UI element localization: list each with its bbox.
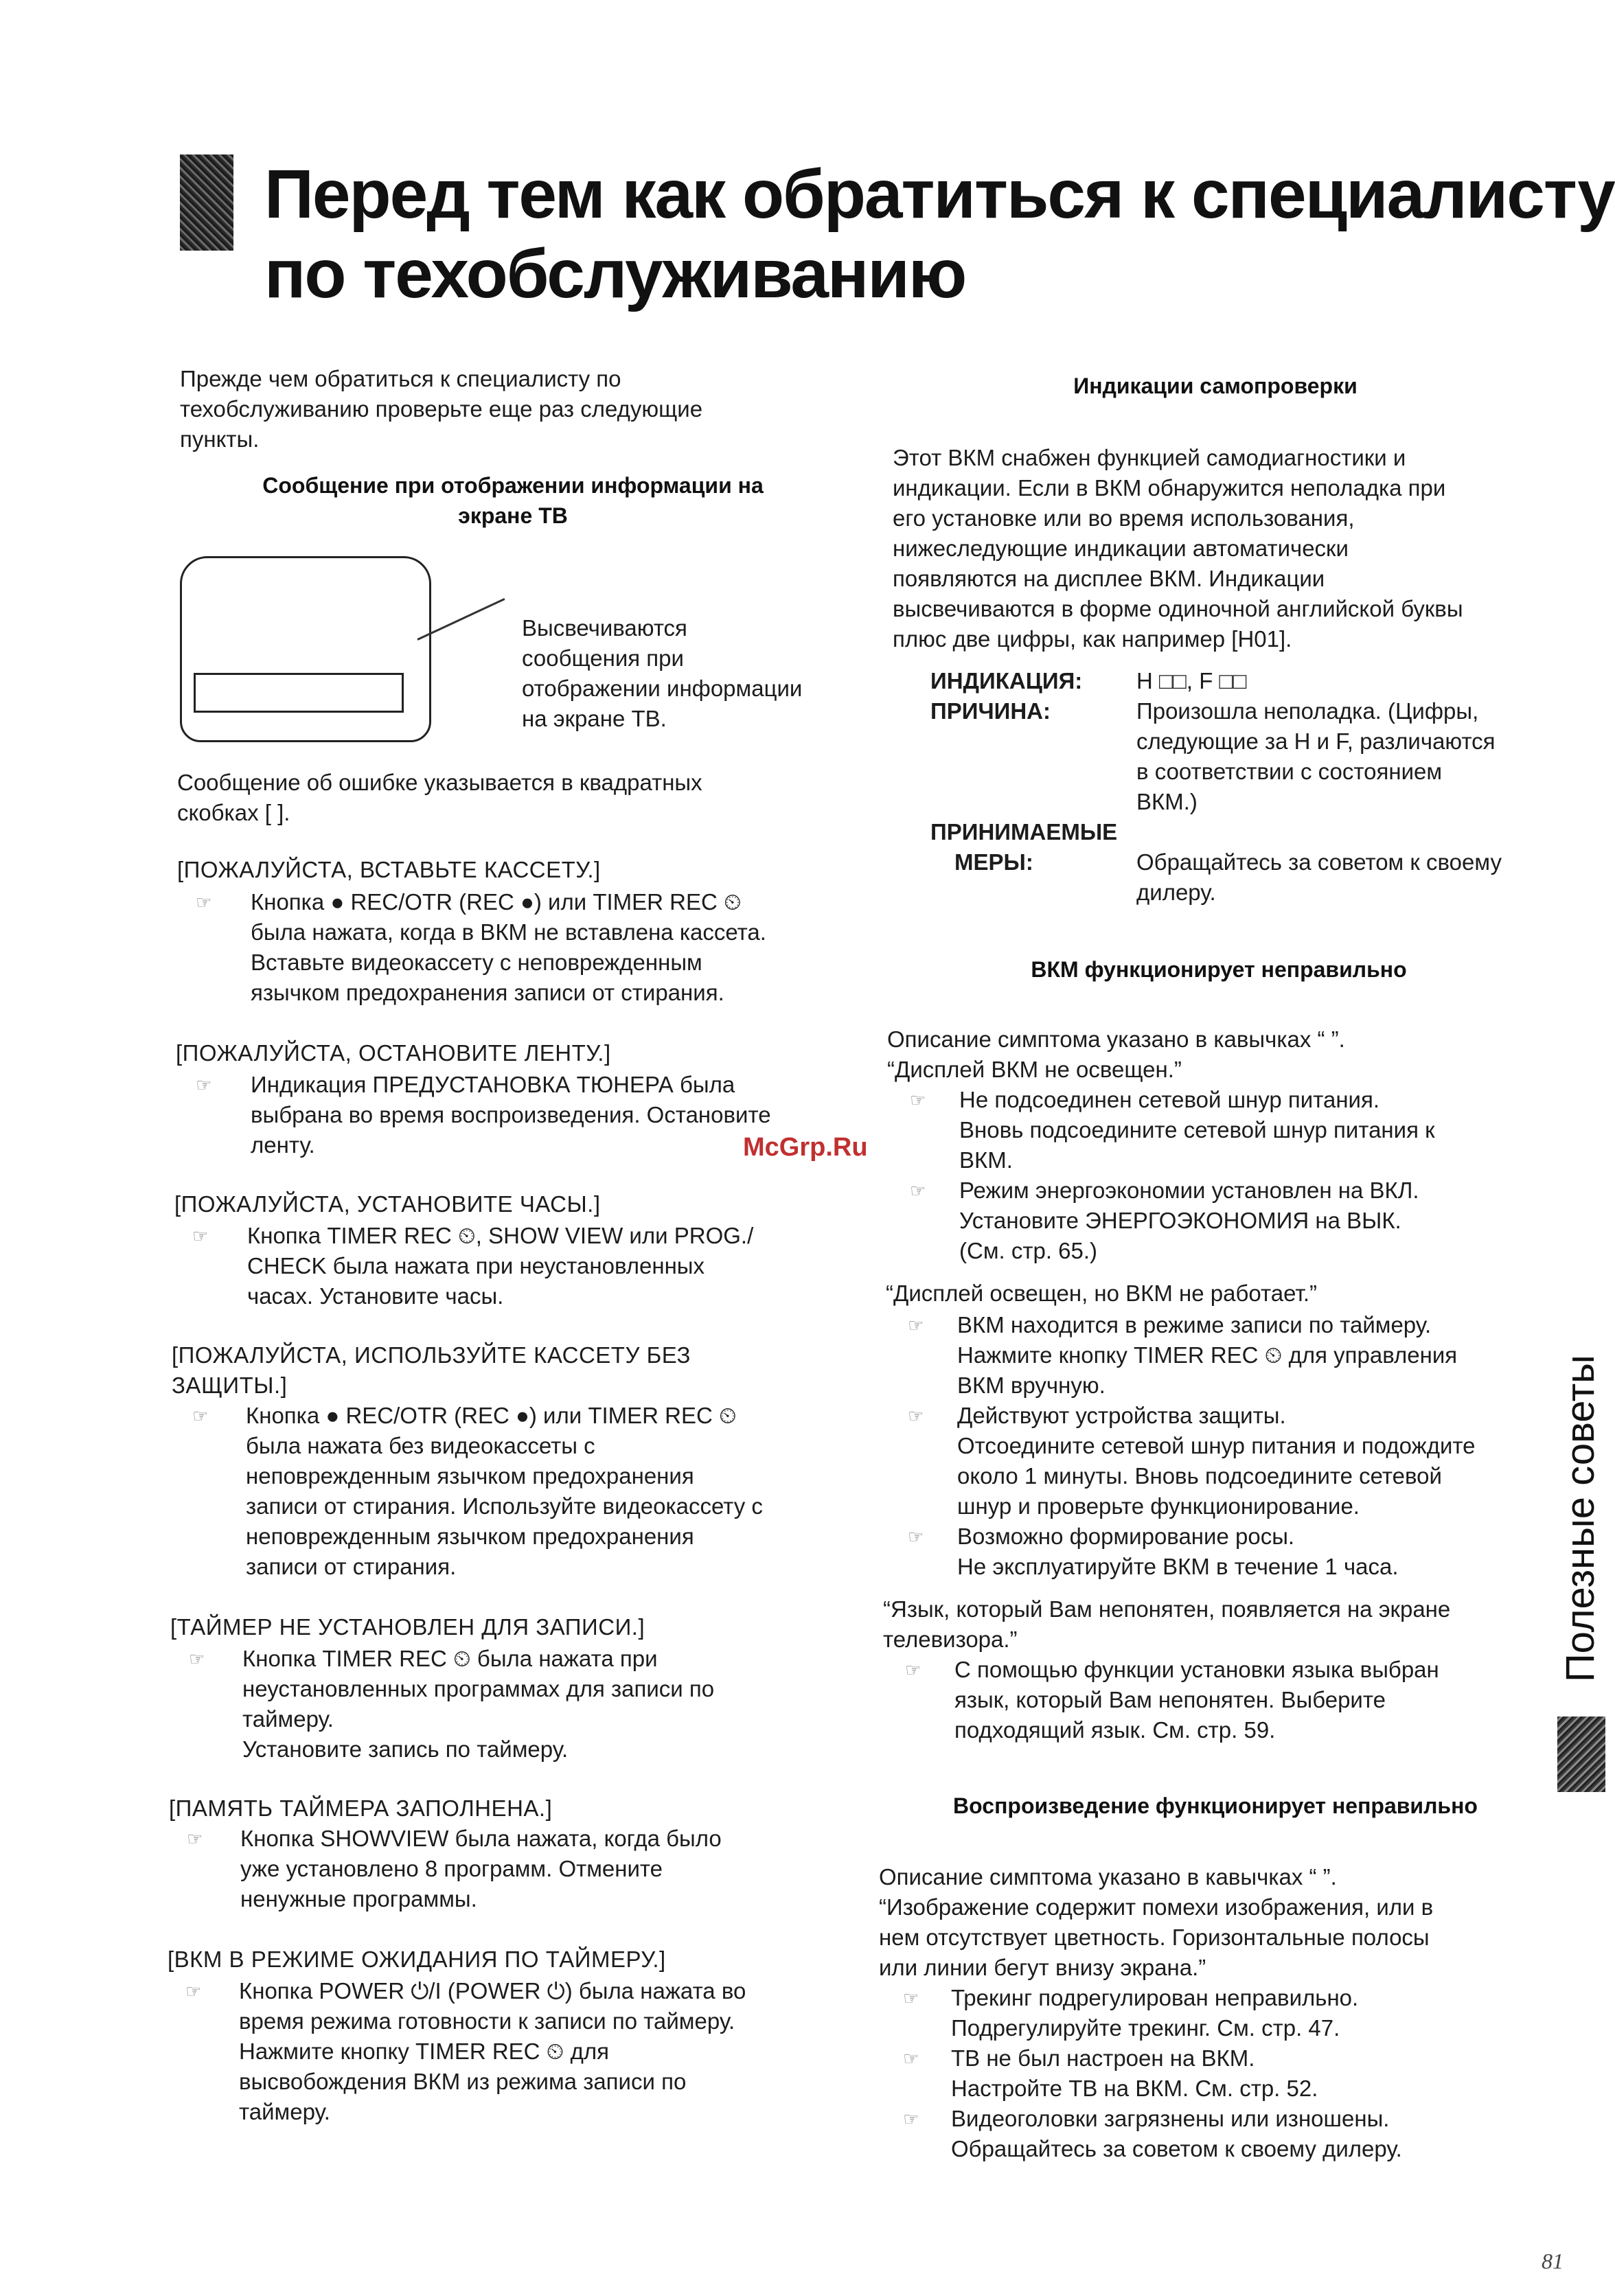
action-value: Обращайтесь за советом к своему дилеру. (1136, 849, 1502, 905)
list-item: ☞ Не подсоединен сетевой шнур питания. Вновь подсоедините сетевой шнур питания к ВКМ. (910, 1085, 1562, 1175)
list-item: ☞ Индикация ПРЕДУСТАНОВКА ТЮНЕРА была выбрана во время воспроизведения. Остановите ленту. (196, 1070, 855, 1160)
pointer-icon: ☞ (905, 1660, 921, 1680)
message-timer-memory-full: [ПАМЯТЬ ТАЙМЕРА ЗАПОЛНЕНА.] (169, 1795, 553, 1821)
title-marker-bar (180, 154, 233, 251)
tv-message-area (194, 673, 404, 713)
page-title-line2: по техобслуживанию (264, 236, 966, 312)
tv-frame (180, 556, 431, 742)
heading-tv-messages: Сообщение при отображении информации на экране ТВ (262, 473, 764, 528)
message-use-unprotected-cassette: [ПОЖАЛУЙСТА, ИСПОЛЬЗУЙТЕ КАССЕТУ БЕЗ ЗАЩИТЫ.] (172, 1342, 691, 1398)
playback-intro: Описание симптома указано в кавычках “ ”. “Изображение содержит помехи изображения, или в нем отсутствует цветность. Горизонтальные полосы или линии бегут внизу экрана.” (879, 1864, 1434, 1980)
vcr-intro: Описание симптома указано в кавычках “ ”. “Дисплей ВКМ не освещен.” (887, 1026, 1345, 1082)
message-set-clock: [ПОЖАЛУЙСТА, УСТАНОВИТЕ ЧАСЫ.] (174, 1191, 601, 1217)
pointer-icon: ☞ (189, 1649, 205, 1669)
pointer-icon: ☞ (187, 1828, 203, 1849)
list-item: ☞ Кнопка SHOWVIEW была нажата, когда было уже установлено 8 программ. Отмените ненужные программы. (187, 1824, 846, 1914)
list-item: ☞ Действуют устройства защиты. Отсоедините сетевой шнур питания и подождите около 1 минуты. Вновь подсоедините сетевой шнур и проверьте функционирование. (908, 1401, 1560, 1522)
list-item: ☞ Трекинг подрегулирован неправильно. Подрегулируйте трекинг. См. стр. 47. (903, 1983, 1555, 2043)
watermark: McGrp.Ru (743, 1133, 868, 1162)
list-item: ☞ Кнопка ● REC/OTR (REC ●) или TIMER REC ⏲ была нажата, когда в ВКМ не вставлена кассета. Вставьте видеокассету с неповрежденным язычком предохранения записи от стирания. (196, 887, 855, 1008)
indication-label: ИНДИКАЦИЯ: (930, 668, 1083, 693)
heading-playback-malfunction: Воспроизведение функционирует неправильно (953, 1793, 1478, 1818)
list-item: ☞ Режим энергоэкономии установлен на ВКЛ. Установите ЭНЕРГОЭКОНОМИЯ на ВЫК. (См. стр. 65.) (910, 1175, 1562, 1266)
pointer-icon: ☞ (908, 1315, 924, 1335)
action-label-2: МЕРЫ: (954, 849, 1033, 875)
message-timer-standby: [ВКМ В РЕЖИМЕ ОЖИДАНИЯ ПО ТАЙМЕРУ.] (168, 1947, 666, 1972)
pointer-icon: ☞ (908, 1526, 924, 1547)
side-tab-label: Полезные советы (1558, 1355, 1603, 1682)
pointer-icon: ☞ (192, 1405, 209, 1426)
pointer-icon: ☞ (903, 2048, 919, 2069)
heading-vcr-malfunction: ВКМ функционирует неправильно (1031, 957, 1407, 982)
list-item: ☞ Кнопка POWER ⏻/I (POWER ⏻) была нажата во время режима готовности к записи по таймеру. Нажмите кнопку TIMER REC ⏲ для высвобождения ВКМ из режима записи по таймеру. (185, 1976, 858, 2127)
message-stop-tape: [ПОЖАЛУЙСТА, ОСТАНОВИТЕ ЛЕНТУ.] (176, 1040, 611, 1066)
pointer-icon: ☞ (903, 2109, 919, 2129)
page-title-line1: Перед тем как обратиться к специалисту (264, 156, 1614, 233)
tv-caption: Высвечиваются сообщения при отображении информации на экране ТВ. (522, 615, 803, 731)
list-item: ☞ ТВ не был настроен на ВКМ. Настройте ТВ на ВКМ. См. стр. 52. (903, 2043, 1555, 2104)
error-note: Сообщение об ошибке указывается в квадратных скобках [ ]. (177, 770, 702, 825)
page-number: 81 (1542, 2249, 1564, 2273)
pointer-icon: ☞ (185, 1981, 202, 2001)
list-item: ☞ Кнопка ● REC/OTR (REC ●) или TIMER REC ⏲ была нажата без видеокассеты с неповрежденным язычком предохранения записи от стирания. Используйте видеокассету с неповрежденным язычком предохранения записи от стирания. (192, 1401, 851, 1582)
list-item: ☞ С помощью функции установки языка выбран язык, который Вам непонятен. Выберите подходящий язык. См. стр. 59. (905, 1655, 1557, 1745)
vcr-symptom-3: “Язык, который Вам непонятен, появляется на экране телевизора.” (883, 1596, 1451, 1652)
message-timer-not-set: [ТАЙМЕР НЕ УСТАНОВЛЕН ДЛЯ ЗАПИСИ.] (170, 1614, 645, 1640)
pointer-icon: ☞ (196, 892, 212, 912)
tv-illustration (180, 556, 434, 745)
heading-self-test: Индикации самопроверки (1073, 374, 1358, 398)
list-item: ☞ ВКМ находится в режиме записи по таймеру. Нажмите кнопку TIMER REC ⏲ для управления ВКМ вручную. (908, 1310, 1560, 1401)
pointer-icon: ☞ (908, 1405, 924, 1426)
vcr-symptom-2: “Дисплей освещен, но ВКМ не работает.” (886, 1281, 1317, 1306)
indication-value: H □□, F □□ (1136, 668, 1247, 693)
list-item: ☞ Возможно формирование росы. Не эксплуатируйте ВКМ в течение 1 часа. (908, 1522, 1560, 1582)
section-side-tab (1557, 1202, 1603, 1682)
cause-value: Произошла неполадка. (Цифры, следующие за H и F, различаются в соответствии с состоянием ВКМ.) (1136, 698, 1496, 814)
pointer-icon: ☞ (910, 1180, 926, 1201)
message-insert-cassette: [ПОЖАЛУЙСТА, ВСТАВЬТЕ КАССЕТУ.] (177, 857, 601, 882)
self-test-paragraph: Этот ВКМ снабжен функцией самодиагностики и индикации. Если в ВКМ обнаружится неполадка при его установке или во время использования, нижеследующие индикации автоматически появляются на дисплее ВКМ. Индикации высвечиваются в форме одиночной английской буквы плюс две цифры, как например [H01]. (893, 445, 1463, 652)
list-item: ☞ Видеоголовки загрязнены или изношены. Обращайтесь за советом к своему дилеру. (903, 2104, 1555, 2164)
list-item: ☞ Кнопка TIMER REC ⏲ была нажата при неустановленных программах для записи по таймеру. Установите запись по таймеру. (189, 1644, 848, 1765)
action-label: ПРИНИМАЕМЫЕ (930, 819, 1118, 845)
pointer-icon: ☞ (903, 1988, 919, 2008)
list-item: ☞ Кнопка TIMER REC ⏲, SHOW VIEW или PROG./ CHECK была нажата при неустановленных часах. Установите часы. (192, 1221, 851, 1311)
cause-label: ПРИЧИНА: (930, 698, 1051, 724)
pointer-icon: ☞ (910, 1090, 926, 1110)
intro-paragraph: Прежде чем обратиться к специалисту по техобслуживанию проверьте еще раз следующие пункты. (180, 366, 703, 452)
indication-table (930, 666, 1548, 913)
pointer-icon: ☞ (192, 1226, 209, 1246)
side-tab-marker (1557, 1717, 1605, 1792)
page-title (264, 154, 1614, 314)
pointer-icon: ☞ (196, 1075, 212, 1095)
